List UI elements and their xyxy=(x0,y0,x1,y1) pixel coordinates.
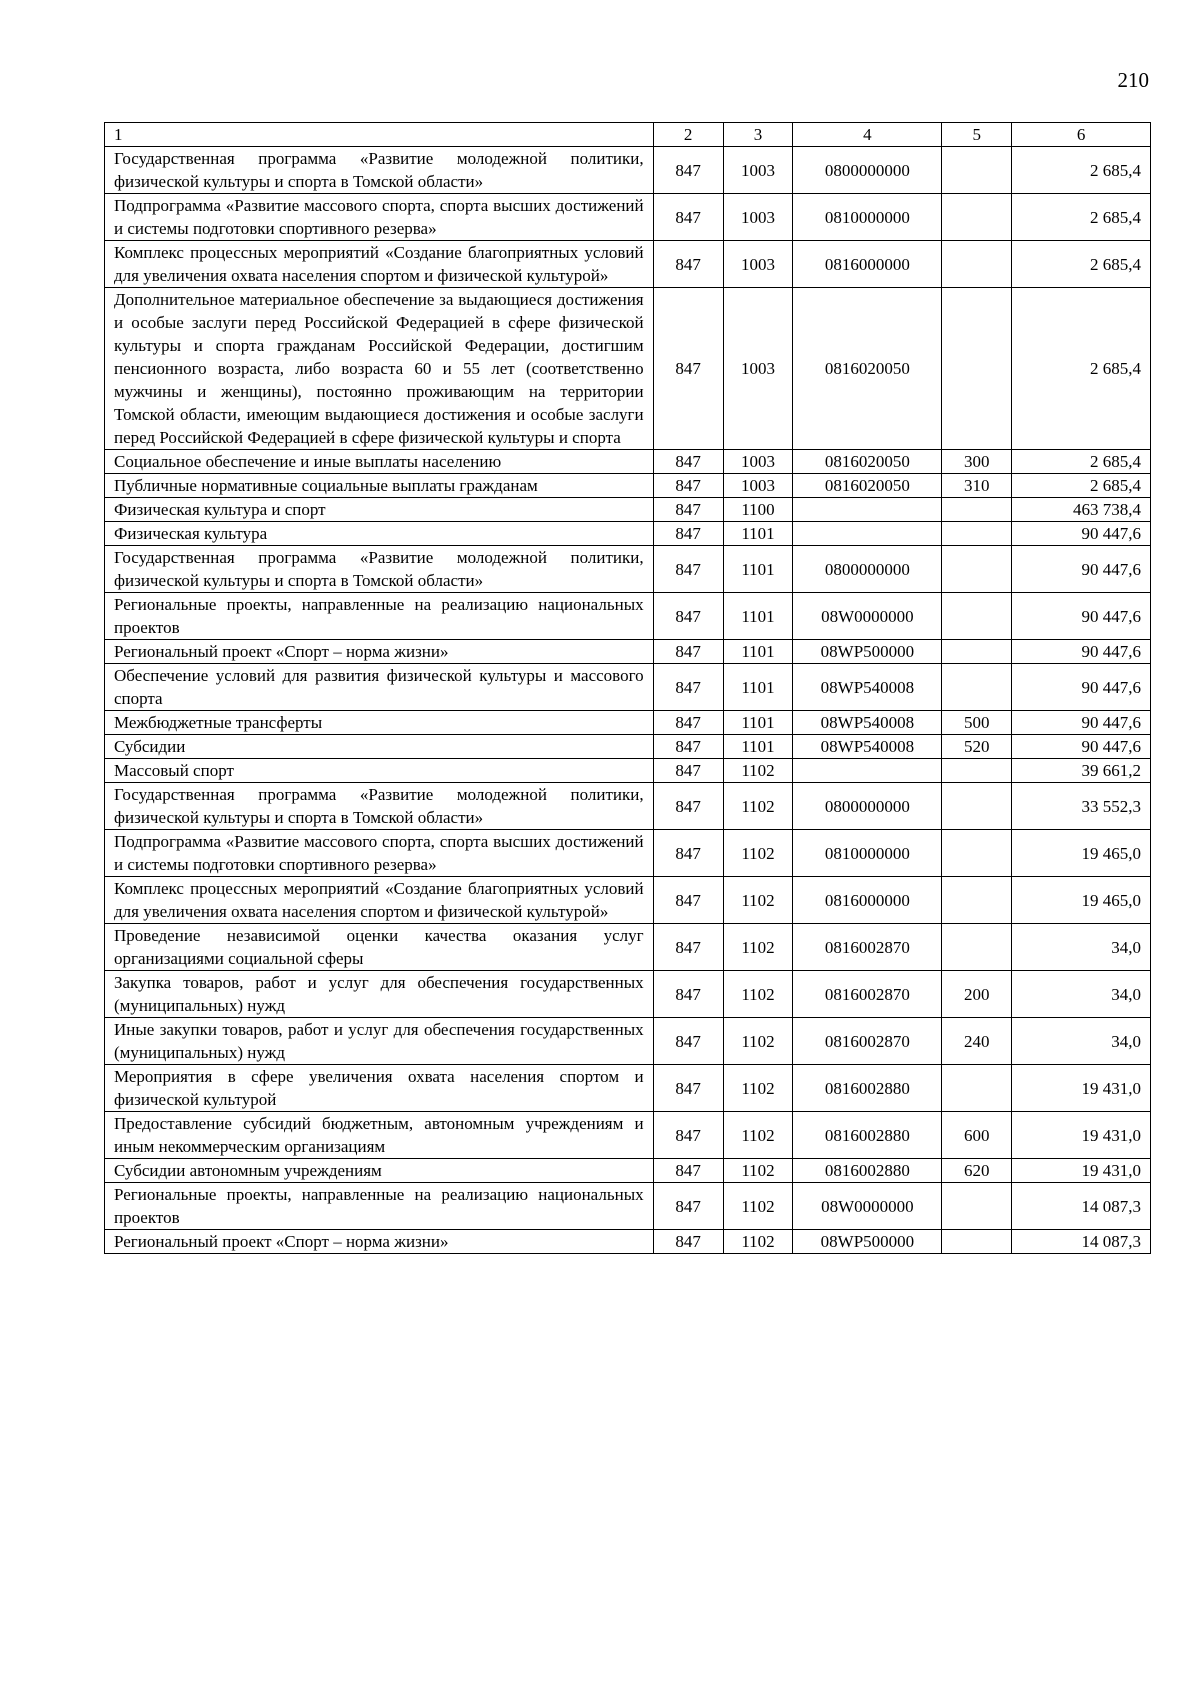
admin-code-cell: 847 xyxy=(653,830,723,877)
table-row xyxy=(105,450,1151,474)
table-row xyxy=(105,1230,1151,1254)
target-article-cell: 0816002880 xyxy=(793,1112,942,1159)
target-article-cell: 0810000000 xyxy=(793,830,942,877)
expense-type-cell: 620 xyxy=(942,1159,1012,1183)
budget-table xyxy=(104,122,1151,1254)
target-article-cell: 0816000000 xyxy=(793,877,942,924)
expense-type-cell xyxy=(942,498,1012,522)
amount-cell: 2 685,4 xyxy=(1012,450,1151,474)
expense-type-cell xyxy=(942,1230,1012,1254)
row-name-cell: Обеспечение условий для развития физической культуры и массового спорта xyxy=(105,664,654,711)
section-code-cell: 1003 xyxy=(723,147,793,194)
amount-cell: 19 431,0 xyxy=(1012,1112,1151,1159)
expense-type-cell xyxy=(942,783,1012,830)
row-name-cell: Физическая культура и спорт xyxy=(105,498,654,522)
section-code-cell: 1003 xyxy=(723,241,793,288)
section-code-cell: 1102 xyxy=(723,1018,793,1065)
row-name-cell: Комплекс процессных мероприятий «Создание благоприятных условий для увеличения охвата населения спортом и физической культурой» xyxy=(105,241,654,288)
amount-cell: 90 447,6 xyxy=(1012,546,1151,593)
amount-cell: 90 447,6 xyxy=(1012,711,1151,735)
amount-cell: 90 447,6 xyxy=(1012,640,1151,664)
table-row xyxy=(105,546,1151,593)
column-header-5: 5 xyxy=(942,123,1012,147)
table-row xyxy=(105,640,1151,664)
row-name-cell: Публичные нормативные социальные выплаты гражданам xyxy=(105,474,654,498)
table-row xyxy=(105,522,1151,546)
admin-code-cell: 847 xyxy=(653,522,723,546)
amount-cell: 90 447,6 xyxy=(1012,522,1151,546)
target-article-cell: 0816002880 xyxy=(793,1065,942,1112)
section-code-cell: 1003 xyxy=(723,450,793,474)
admin-code-cell: 847 xyxy=(653,546,723,593)
admin-code-cell: 847 xyxy=(653,1065,723,1112)
amount-cell: 19 465,0 xyxy=(1012,830,1151,877)
table-row xyxy=(105,1159,1151,1183)
admin-code-cell: 847 xyxy=(653,194,723,241)
target-article-cell: 08WP540008 xyxy=(793,664,942,711)
table-row xyxy=(105,498,1151,522)
admin-code-cell: 847 xyxy=(653,664,723,711)
target-article-cell xyxy=(793,498,942,522)
expense-type-cell xyxy=(942,877,1012,924)
row-name-cell: Субсидии автономным учреждениям xyxy=(105,1159,654,1183)
header-row xyxy=(105,123,1151,147)
row-name-cell: Региональные проекты, направленные на реализацию национальных проектов xyxy=(105,593,654,640)
section-code-cell: 1102 xyxy=(723,1112,793,1159)
expense-type-cell xyxy=(942,664,1012,711)
amount-cell: 2 685,4 xyxy=(1012,288,1151,450)
section-code-cell: 1102 xyxy=(723,971,793,1018)
table-header xyxy=(105,123,1151,147)
table-row xyxy=(105,241,1151,288)
section-code-cell: 1101 xyxy=(723,546,793,593)
expense-type-cell: 500 xyxy=(942,711,1012,735)
expense-type-cell: 310 xyxy=(942,474,1012,498)
section-code-cell: 1102 xyxy=(723,924,793,971)
expense-type-cell xyxy=(942,147,1012,194)
admin-code-cell: 847 xyxy=(653,971,723,1018)
row-name-cell: Массовый спорт xyxy=(105,759,654,783)
admin-code-cell: 847 xyxy=(653,498,723,522)
expense-type-cell xyxy=(942,288,1012,450)
expense-type-cell xyxy=(942,241,1012,288)
row-name-cell: Государственная программа «Развитие молодежной политики, физической культуры и спорта в Томской области» xyxy=(105,546,654,593)
column-header-2: 2 xyxy=(653,123,723,147)
table-row xyxy=(105,664,1151,711)
target-article-cell: 08W0000000 xyxy=(793,593,942,640)
section-code-cell: 1003 xyxy=(723,194,793,241)
section-code-cell: 1102 xyxy=(723,783,793,830)
expense-type-cell: 240 xyxy=(942,1018,1012,1065)
section-code-cell: 1102 xyxy=(723,877,793,924)
row-name-cell: Закупка товаров, работ и услуг для обеспечения государственных (муниципальных) нужд xyxy=(105,971,654,1018)
amount-cell: 14 087,3 xyxy=(1012,1183,1151,1230)
row-name-cell: Государственная программа «Развитие молодежной политики, физической культуры и спорта в Томской области» xyxy=(105,783,654,830)
target-article-cell: 0816020050 xyxy=(793,288,942,450)
amount-cell: 19 431,0 xyxy=(1012,1065,1151,1112)
table-row xyxy=(105,783,1151,830)
expense-type-cell xyxy=(942,1183,1012,1230)
admin-code-cell: 847 xyxy=(653,1018,723,1065)
expense-type-cell xyxy=(942,830,1012,877)
section-code-cell: 1102 xyxy=(723,759,793,783)
target-article-cell: 08WP500000 xyxy=(793,640,942,664)
table-row xyxy=(105,877,1151,924)
section-code-cell: 1100 xyxy=(723,498,793,522)
section-code-cell: 1101 xyxy=(723,593,793,640)
expense-type-cell xyxy=(942,1065,1012,1112)
column-header-3: 3 xyxy=(723,123,793,147)
target-article-cell: 08WP500000 xyxy=(793,1230,942,1254)
row-name-cell: Мероприятия в сфере увеличения охвата населения спортом и физической культурой xyxy=(105,1065,654,1112)
expense-type-cell xyxy=(942,759,1012,783)
admin-code-cell: 847 xyxy=(653,877,723,924)
target-article-cell: 0810000000 xyxy=(793,194,942,241)
admin-code-cell: 847 xyxy=(653,1112,723,1159)
table-row xyxy=(105,1065,1151,1112)
admin-code-cell: 847 xyxy=(653,147,723,194)
target-article-cell: 0816020050 xyxy=(793,450,942,474)
target-article-cell: 0816020050 xyxy=(793,474,942,498)
target-article-cell: 08WP540008 xyxy=(793,735,942,759)
expense-type-cell xyxy=(942,522,1012,546)
table-body xyxy=(105,147,1151,1254)
target-article-cell: 0800000000 xyxy=(793,546,942,593)
target-article-cell: 0800000000 xyxy=(793,147,942,194)
table-row xyxy=(105,735,1151,759)
admin-code-cell: 847 xyxy=(653,783,723,830)
expense-type-cell xyxy=(942,593,1012,640)
expense-type-cell: 200 xyxy=(942,971,1012,1018)
section-code-cell: 1101 xyxy=(723,735,793,759)
amount-cell: 463 738,4 xyxy=(1012,498,1151,522)
target-article-cell: 08W0000000 xyxy=(793,1183,942,1230)
row-name-cell: Межбюджетные трансферты xyxy=(105,711,654,735)
amount-cell: 34,0 xyxy=(1012,924,1151,971)
row-name-cell: Подпрограмма «Развитие массового спорта, спорта высших достижений и системы подготовки спортивного резерва» xyxy=(105,830,654,877)
admin-code-cell: 847 xyxy=(653,1183,723,1230)
target-article-cell xyxy=(793,759,942,783)
amount-cell: 90 447,6 xyxy=(1012,593,1151,640)
table-row xyxy=(105,474,1151,498)
row-name-cell: Региональные проекты, направленные на реализацию национальных проектов xyxy=(105,1183,654,1230)
admin-code-cell: 847 xyxy=(653,711,723,735)
admin-code-cell: 847 xyxy=(653,474,723,498)
row-name-cell: Региональный проект «Спорт – норма жизни» xyxy=(105,640,654,664)
amount-cell: 19 431,0 xyxy=(1012,1159,1151,1183)
section-code-cell: 1102 xyxy=(723,1065,793,1112)
section-code-cell: 1101 xyxy=(723,640,793,664)
table-row xyxy=(105,711,1151,735)
target-article-cell: 0816002870 xyxy=(793,1018,942,1065)
table-row xyxy=(105,830,1151,877)
row-name-cell: Физическая культура xyxy=(105,522,654,546)
table-row xyxy=(105,971,1151,1018)
row-name-cell: Иные закупки товаров, работ и услуг для обеспечения государственных (муниципальных) нужд xyxy=(105,1018,654,1065)
section-code-cell: 1003 xyxy=(723,474,793,498)
expense-type-cell xyxy=(942,924,1012,971)
amount-cell: 14 087,3 xyxy=(1012,1230,1151,1254)
section-code-cell: 1102 xyxy=(723,1159,793,1183)
row-name-cell: Подпрограмма «Развитие массового спорта, спорта высших достижений и системы подготовки спортивного резерва» xyxy=(105,194,654,241)
admin-code-cell: 847 xyxy=(653,593,723,640)
expense-type-cell xyxy=(942,194,1012,241)
target-article-cell: 08WP540008 xyxy=(793,711,942,735)
amount-cell: 90 447,6 xyxy=(1012,664,1151,711)
row-name-cell: Проведение независимой оценки качества оказания услуг организациями социальной сферы xyxy=(105,924,654,971)
section-code-cell: 1101 xyxy=(723,664,793,711)
amount-cell: 39 661,2 xyxy=(1012,759,1151,783)
section-code-cell: 1101 xyxy=(723,522,793,546)
table-row xyxy=(105,147,1151,194)
target-article-cell xyxy=(793,522,942,546)
admin-code-cell: 847 xyxy=(653,450,723,474)
amount-cell: 90 447,6 xyxy=(1012,735,1151,759)
target-article-cell: 0816000000 xyxy=(793,241,942,288)
table-row xyxy=(105,924,1151,971)
page-number: 210 xyxy=(1117,68,1149,92)
target-article-cell: 0800000000 xyxy=(793,783,942,830)
row-name-cell: Предоставление субсидий бюджетным, автономным учреждениям и иным некоммерческим организациям xyxy=(105,1112,654,1159)
row-name-cell: Региональный проект «Спорт – норма жизни» xyxy=(105,1230,654,1254)
admin-code-cell: 847 xyxy=(653,1230,723,1254)
row-name-cell: Государственная программа «Развитие молодежной политики, физической культуры и спорта в Томской области» xyxy=(105,147,654,194)
target-article-cell: 0816002870 xyxy=(793,924,942,971)
table-row xyxy=(105,288,1151,450)
admin-code-cell: 847 xyxy=(653,241,723,288)
expense-type-cell: 600 xyxy=(942,1112,1012,1159)
table-row xyxy=(105,1018,1151,1065)
amount-cell: 19 465,0 xyxy=(1012,877,1151,924)
admin-code-cell: 847 xyxy=(653,735,723,759)
admin-code-cell: 847 xyxy=(653,1159,723,1183)
amount-cell: 2 685,4 xyxy=(1012,147,1151,194)
column-header-4: 4 xyxy=(793,123,942,147)
expense-type-cell xyxy=(942,546,1012,593)
amount-cell: 34,0 xyxy=(1012,971,1151,1018)
section-code-cell: 1102 xyxy=(723,830,793,877)
admin-code-cell: 847 xyxy=(653,924,723,971)
table-row xyxy=(105,1112,1151,1159)
admin-code-cell: 847 xyxy=(653,759,723,783)
admin-code-cell: 847 xyxy=(653,288,723,450)
target-article-cell: 0816002880 xyxy=(793,1159,942,1183)
admin-code-cell: 847 xyxy=(653,640,723,664)
section-code-cell: 1101 xyxy=(723,711,793,735)
row-name-cell: Комплекс процессных мероприятий «Создание благоприятных условий для увеличения охвата населения спортом и физической культурой» xyxy=(105,877,654,924)
amount-cell: 2 685,4 xyxy=(1012,194,1151,241)
expense-type-cell xyxy=(942,640,1012,664)
table-row xyxy=(105,593,1151,640)
section-code-cell: 1102 xyxy=(723,1183,793,1230)
row-name-cell: Социальное обеспечение и иные выплаты населению xyxy=(105,450,654,474)
table-row xyxy=(105,759,1151,783)
amount-cell: 33 552,3 xyxy=(1012,783,1151,830)
expense-type-cell: 300 xyxy=(942,450,1012,474)
amount-cell: 2 685,4 xyxy=(1012,241,1151,288)
target-article-cell: 0816002870 xyxy=(793,971,942,1018)
column-header-6: 6 xyxy=(1012,123,1151,147)
column-header-1: 1 xyxy=(105,123,654,147)
section-code-cell: 1003 xyxy=(723,288,793,450)
amount-cell: 2 685,4 xyxy=(1012,474,1151,498)
row-name-cell: Дополнительное материальное обеспечение за выдающиеся достижения и особые заслуги перед Российской Федерацией в сфере физической культуры и спорта гражданам Российской Федерации, достигшим пенсионного возраста, либо возраста 60 и 55 лет (соответственно мужчины и женщины), постоянно проживающим на территории Томской области, имеющим выдающиеся достижения и особые заслуги перед Российской Федерацией в сфере физической культуры и спорта xyxy=(105,288,654,450)
table-row xyxy=(105,1183,1151,1230)
row-name-cell: Субсидии xyxy=(105,735,654,759)
expense-type-cell: 520 xyxy=(942,735,1012,759)
section-code-cell: 1102 xyxy=(723,1230,793,1254)
table-row xyxy=(105,194,1151,241)
amount-cell: 34,0 xyxy=(1012,1018,1151,1065)
